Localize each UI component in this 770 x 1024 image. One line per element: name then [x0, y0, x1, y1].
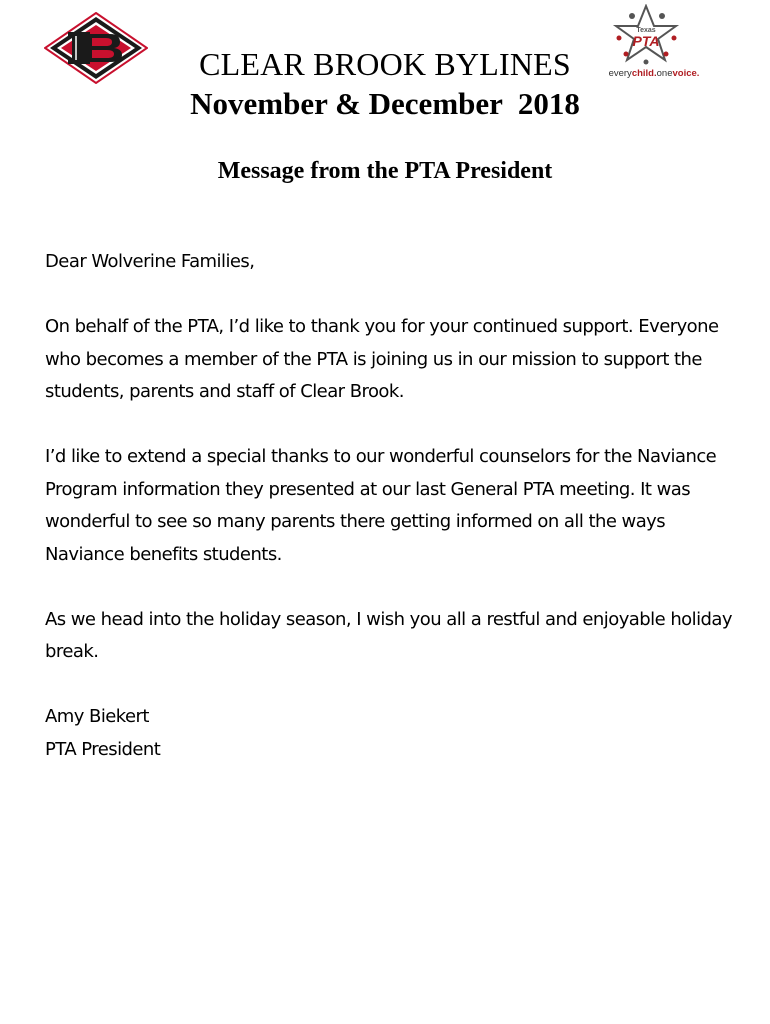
letter-paragraph-3: As we head into the holiday season, I wish you all a restful and enjoyable holiday break. [45, 608, 732, 662]
tagline-every: every [608, 68, 632, 79]
letter-body [45, 246, 745, 766]
tagline-child: child. [631, 68, 657, 79]
letter-greeting: Dear Wolverine Families, [45, 251, 255, 272]
letter-paragraph-2: I’d like to extend a special thanks to our wonderful counselors for the Naviance Program information they presented at our last General PTA meeting. It was wonderful to see so many parents there getting informed on all the ways Naviance benefits students. [45, 446, 717, 565]
tagline-voice: voice. [672, 68, 700, 79]
section-heading: Message from the PTA President [217, 158, 553, 184]
newsletter-title: CLEAR BROOK BYLINES [199, 46, 571, 82]
newsletter-issue-date: November & December 2018 [190, 86, 580, 121]
logo-word-texas: Texas [636, 27, 656, 34]
signature-name: Amy Biekert [45, 706, 149, 727]
logo-word-pta: PTA [632, 33, 660, 49]
tagline-one: one [656, 68, 673, 79]
letter-paragraph-1: On behalf of the PTA, I’d like to thank you for your continued support. Everyone who becomes a member of the PTA is joining us in our mission to support the students, parents and staff of Clear Brook. [45, 316, 719, 402]
signature-title: PTA President [45, 738, 161, 760]
